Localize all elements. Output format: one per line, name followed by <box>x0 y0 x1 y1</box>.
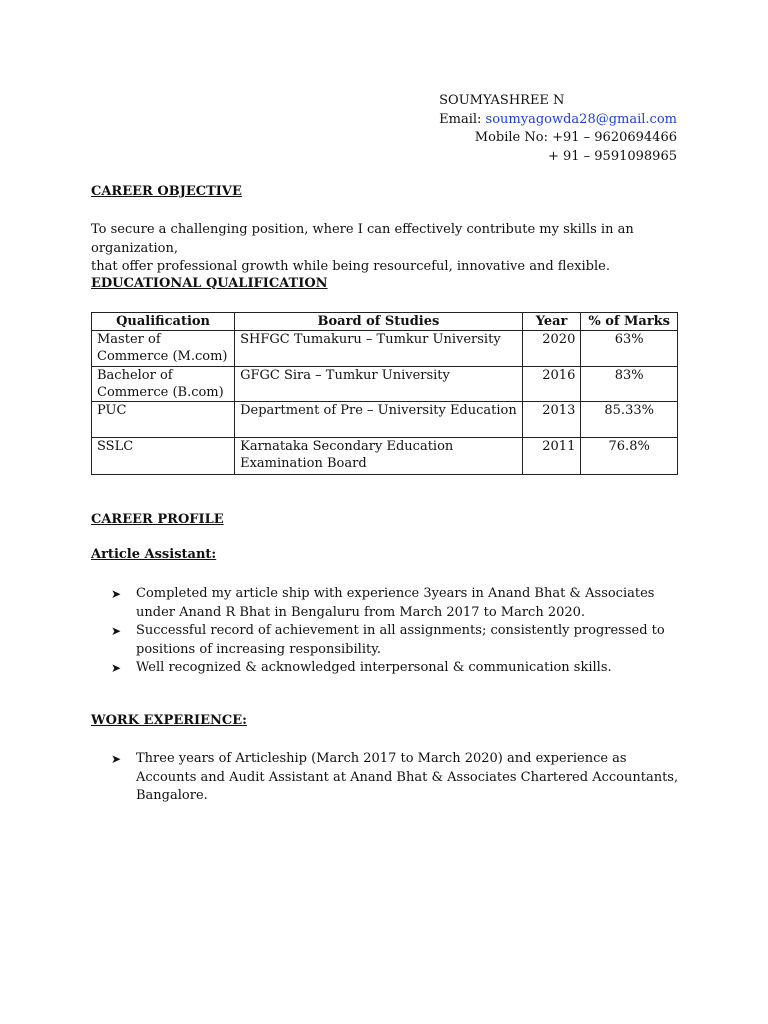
career-profile-list <box>111 585 691 678</box>
list-item <box>111 659 691 678</box>
work-experience-list <box>111 750 691 806</box>
list-item <box>111 750 691 806</box>
work-experience-heading: WORK EXPERIENCE: <box>91 713 247 728</box>
email-link[interactable]: soumyagowda28@gmail.com <box>485 111 677 127</box>
cell-year: 2020 <box>522 331 581 367</box>
col-header-qualification: Qualification <box>92 313 235 331</box>
list-item <box>111 585 691 622</box>
mobile-line-1: Mobile No: +91 – 9620694466 <box>474 130 677 145</box>
objective-line-1: To secure a challenging position, where I can effectively contribute my skills in an organization, <box>91 222 634 256</box>
table-header-row <box>92 313 678 331</box>
table-row <box>92 402 678 438</box>
cell-board: Department of Pre – University Education <box>235 402 523 438</box>
email-line <box>439 111 677 130</box>
cell-marks: 63% <box>581 331 678 367</box>
col-header-marks: % of Marks <box>581 313 678 331</box>
article-assistant-subheading: Article Assistant: <box>91 547 217 562</box>
career-objective-text <box>91 221 691 277</box>
cell-year: 2011 <box>522 438 581 475</box>
education-table <box>91 312 678 475</box>
cell-board: GFGC Sira – Tumkur University <box>235 367 523 402</box>
career-objective-heading: CAREER OBJECTIVE <box>91 184 242 199</box>
cell-qualification: Master of Commerce (M.com) <box>92 331 235 367</box>
cell-qualification: Bachelor of Commerce (B.com) <box>92 367 235 402</box>
list-item-text: Successful record of achievement in all assignments; consistently progressed to positions of increasing responsibility. <box>136 623 665 657</box>
table-row <box>92 331 678 367</box>
cell-year: 2016 <box>522 367 581 402</box>
education-heading: EDUCATIONAL QUALIFICATION <box>91 276 328 291</box>
mobile-line-2: + 91 – 9591098965 <box>547 148 677 164</box>
cell-board: SHFGC Tumakuru – Tumkur University <box>235 331 523 367</box>
arrow-bullet-icon: ➤ <box>111 624 122 638</box>
candidate-name: SOUMYASHREE N <box>439 93 565 108</box>
contact-block <box>439 92 677 166</box>
list-item-text: Completed my article ship with experience 3years in Anand Bhat & Associates under Anand R Bhat in Bengaluru from March 2017 to March 2020. <box>136 586 655 620</box>
table-row <box>92 438 678 475</box>
arrow-bullet-icon: ➤ <box>111 587 122 601</box>
table-row <box>92 367 678 402</box>
objective-line-2: that offer professional growth while being resourceful, innovative and flexible. <box>91 259 610 274</box>
arrow-bullet-icon: ➤ <box>111 752 122 766</box>
col-header-year: Year <box>522 313 581 331</box>
cell-year: 2013 <box>522 402 581 438</box>
career-profile-heading: CAREER PROFILE <box>91 512 224 527</box>
list-item <box>111 622 691 659</box>
cell-marks: 83% <box>581 367 678 402</box>
cell-board: Karnataka Secondary Education Examination Board <box>235 438 523 475</box>
cell-qualification: PUC <box>92 402 235 438</box>
cell-qualification: SSLC <box>92 438 235 475</box>
list-item-text: Three years of Articleship (March 2017 to March 2020) and experience as Accounts and Audit Assistant at Anand Bhat & Associates Chartered Accountants, Bangalore. <box>136 751 679 803</box>
list-item-text: Well recognized & acknowledged interpersonal & communication skills. <box>136 660 612 675</box>
arrow-bullet-icon: ➤ <box>111 661 122 675</box>
cell-marks: 85.33% <box>581 402 678 438</box>
email-label: Email: <box>439 111 486 127</box>
col-header-board: Board of Studies <box>235 313 523 331</box>
cell-marks: 76.8% <box>581 438 678 475</box>
